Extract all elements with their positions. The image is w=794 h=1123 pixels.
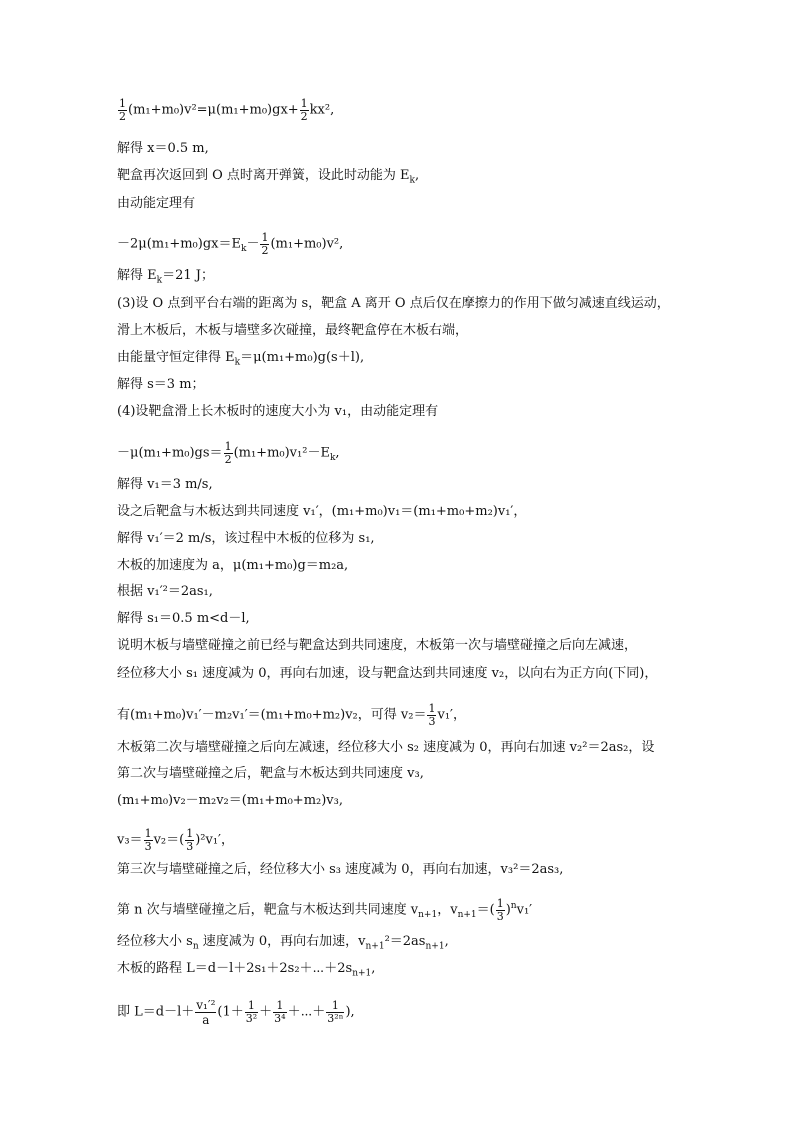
result-v1: 解得 v₁＝3 m/s, (117, 477, 213, 492)
result-s: 解得 s＝3 m； (117, 377, 205, 392)
text-line: 滑上木板后，木板与墙壁多次碰撞，最终靶盒停在木板右端， (117, 323, 469, 338)
text-line: (4)设靶盒滑上长木板时的速度大小为 v₁，由动能定理有 (117, 404, 439, 419)
equation-vn-plus-1: 第 n 次与墙壁碰撞之后，靶盒与木板达到共同速度 $v_{n+1}$，$v_{n+1}=$( $\frac{1}{3}$ )$^n$v₁′ (117, 897, 533, 923)
equation-momentum-v2: 有(m₁+m₀)v₁′－m₂v₁′＝(m₁+m₀+m₂)v₂，可得 v₂＝ $\frac{1}{3}$ v₁′， (117, 702, 466, 728)
fraction-one-third: $\frac{1}{3}$ (186, 827, 194, 853)
text-line: 经位移大小 s₁ 速度减为 0，再向右加速，设与靶盒达到共同速度 v₂，以向右为正方向(下同)， (117, 666, 658, 681)
text-line: 设之后靶盒与木板达到共同速度 v₁′，(m₁+m₀)v₁＝(m₁+m₀+m₂)v₁′， (117, 504, 527, 519)
equation-energy-spring: $\frac{1}{2}$ (m₁+m₀)v²=μ(m₁+m₀)gx+ $\frac{1}{2}$ kx², (119, 97, 335, 123)
fraction-one-half: $\frac{1}{2}$ (261, 231, 269, 257)
equation-momentum-v3: (m₁+m₀)v₂－m₂v₂＝(m₁+m₀+m₂)v₃, (117, 793, 343, 808)
text-line: 根据 v₁′²＝2as₁, (117, 584, 213, 599)
fraction-one-half: $\frac{1}{2}$ (119, 97, 126, 123)
result-x: 解得 x＝0.5 m, (117, 141, 209, 156)
text-line: 第二次与墙壁碰撞之后，靶盒与木板达到共同速度 v₃, (117, 766, 424, 781)
equation-energy-conservation: 由能量守恒定律得 $E_k=\mu(m_1+m_0)g(s+l)$, (117, 350, 365, 368)
fraction-one-half: $\frac{1}{2}$ (300, 97, 308, 123)
equation-v3: v₃＝ $\frac{1}{3}$ v₂＝( $\frac{1}{3}$ )²v₁′， (117, 827, 234, 853)
text-line: 经位移大小 $s_n$ 速度减为 0，再向右加速，$v_{n+1}^2=2as_{n+1}$, (117, 934, 449, 952)
fraction-1-over-3-squared: $\frac{1}{\text{3²}}$ (245, 999, 258, 1025)
text-line: 靶盒再次返回到 O 点时离开弹簧，设此时动能为 $E_k$, (117, 168, 420, 186)
fraction-1-over-3-2n: $\frac{1}{\text{3²ⁿ}}$ (327, 999, 344, 1025)
equation-total-path: 木板的路程 $L=d-l+2s_1+2s_2+\cdots+2s_{n+1}$, (117, 961, 376, 979)
fraction-v1-squared-over-a: $\frac{\text{v₁′²}}{a}$ (196, 998, 216, 1027)
equation-series-sum: 即 L＝d－l＋ $\frac{\text{v₁′²}}{a}$ (1＋ $\frac{1}{\text{3²}}$ ＋ $\frac{1}{\text{3⁴}}$ ＋⋯＋ $\frac{1}{\text{3²ⁿ}}$ ), (117, 998, 355, 1027)
text-line: 由动能定理有 (117, 196, 196, 211)
text-line: 说明木板与墙壁碰撞之前已经与靶盒达到共同速度，木板第一次与墙壁碰撞之后向左减速， (117, 638, 638, 653)
text-line: 解得 v₁′＝2 m/s，该过程中木板的位移为 s₁, (117, 531, 375, 546)
text-line: 第三次与墙壁碰撞之后，经位移大小 s₃ 速度减为 0，再向右加速，v₃²＝2as₃, (117, 862, 564, 877)
text-line: (3)设 O 点到平台右端的距离为 s，靶盒 A 离开 O 点后仅在摩擦力的作用下做匀减速直线运动， (117, 296, 670, 311)
fraction-one-third: $\frac{1}{3}$ (144, 827, 152, 853)
equation-kinetic-theorem: $-2\mu(m_1+m_0)gx=E_k-$ $\frac{1}{2}$ (m₁+m₀)v², (117, 231, 344, 257)
fraction-1-over-3-fourth: $\frac{1}{\text{3⁴}}$ (274, 999, 286, 1025)
result-ek: 解得 $E_k=21$ J； (117, 268, 214, 286)
fraction-one-third: $\frac{1}{3}$ (496, 897, 504, 923)
equation-friction-work: －μ(m₁+m₀)gs＝ $\frac{1}{2}$ $(m_1+m_0)v_1^2-E_k$, (117, 440, 340, 466)
fraction-one-half: $\frac{1}{2}$ (224, 440, 232, 466)
text-line: 木板第二次与墙壁碰撞之后向左减速，经位移大小 s₂ 速度减为 0，再向右加速 v₂²＝2as₂，设 (117, 740, 655, 755)
text-line: 解得 s₁＝0.5 m<d－l, (117, 611, 250, 626)
fraction-one-third: $\frac{1}{3}$ (428, 702, 436, 728)
text-line: 木板的加速度为 a，μ(m₁+m₀)g＝m₂a, (117, 558, 349, 573)
